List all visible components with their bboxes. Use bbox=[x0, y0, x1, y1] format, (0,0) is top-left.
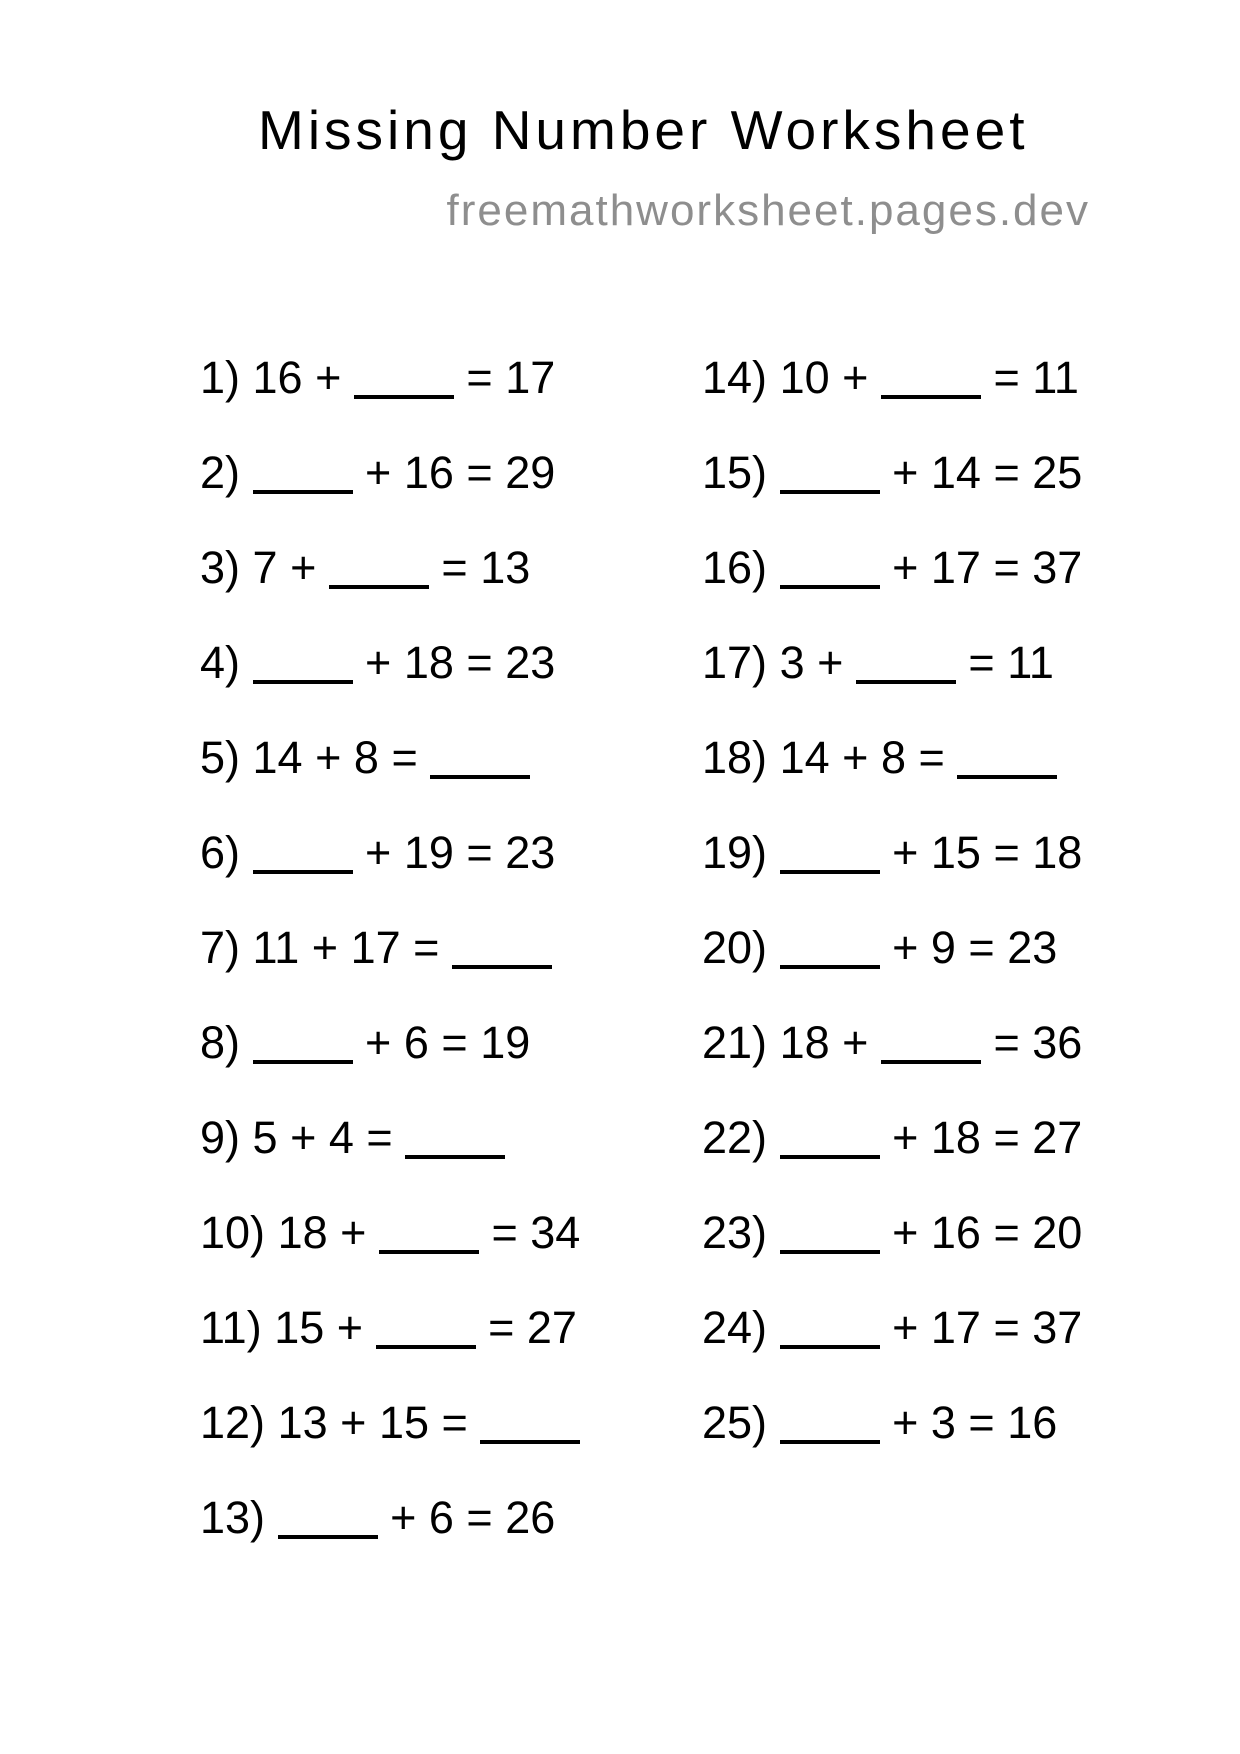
answer-blank bbox=[354, 395, 454, 399]
answer-blank bbox=[253, 1060, 353, 1064]
operator: = bbox=[968, 922, 995, 973]
operator: = bbox=[918, 732, 945, 783]
problem-number: 10) bbox=[200, 1207, 266, 1258]
operator: = bbox=[993, 1017, 1020, 1068]
operator: + bbox=[892, 1207, 919, 1258]
operand: 29 bbox=[505, 447, 556, 498]
operator: + bbox=[892, 922, 919, 973]
answer-blank bbox=[329, 585, 429, 589]
operand: 34 bbox=[530, 1207, 581, 1258]
problem-row bbox=[200, 330, 580, 425]
operator: = bbox=[968, 637, 995, 688]
problem-row bbox=[200, 425, 580, 520]
operator: = bbox=[491, 1207, 518, 1258]
answer-blank bbox=[780, 965, 880, 969]
operand: 14 bbox=[930, 447, 981, 498]
problem-number: 23) bbox=[702, 1207, 768, 1258]
problem-row bbox=[200, 615, 580, 710]
problem-row bbox=[702, 615, 1082, 710]
answer-blank bbox=[253, 680, 353, 684]
operand: 18 bbox=[403, 637, 454, 688]
operand: 16 bbox=[252, 352, 303, 403]
operator: + bbox=[340, 1397, 367, 1448]
answer-blank bbox=[780, 1345, 880, 1349]
answer-blank bbox=[480, 1440, 580, 1444]
operator: = bbox=[993, 827, 1020, 878]
operand: 37 bbox=[1032, 542, 1083, 593]
problem-number: 5) bbox=[200, 732, 241, 783]
problem-number: 11) bbox=[200, 1302, 262, 1353]
operand: 11 bbox=[252, 922, 300, 973]
problem-number: 6) bbox=[200, 827, 241, 878]
operand: 6 bbox=[403, 1017, 429, 1068]
operator: + bbox=[842, 732, 869, 783]
problem-row bbox=[200, 1470, 580, 1565]
operand: 18 bbox=[779, 1017, 830, 1068]
operator: = bbox=[993, 542, 1020, 593]
operator: = bbox=[413, 922, 440, 973]
problem-row bbox=[702, 1185, 1082, 1280]
operator: = bbox=[441, 1397, 468, 1448]
operand: 23 bbox=[1007, 922, 1058, 973]
answer-blank bbox=[780, 870, 880, 874]
problem-row bbox=[702, 1090, 1082, 1185]
operator: + bbox=[365, 637, 392, 688]
problem-row bbox=[702, 520, 1082, 615]
problem-number: 19) bbox=[702, 827, 768, 878]
operator: + bbox=[340, 1207, 367, 1258]
operator: = bbox=[466, 352, 493, 403]
problem-number: 13) bbox=[200, 1492, 266, 1543]
operand: 23 bbox=[505, 637, 556, 688]
operand: 8 bbox=[353, 732, 379, 783]
operand: 15 bbox=[274, 1302, 325, 1353]
problem-number: 3) bbox=[200, 542, 241, 593]
operand: 27 bbox=[1032, 1112, 1083, 1163]
problem-row bbox=[702, 425, 1082, 520]
operand: 19 bbox=[480, 1017, 531, 1068]
operator: + bbox=[817, 637, 844, 688]
operator: = bbox=[993, 1207, 1020, 1258]
problem-number: 14) bbox=[702, 352, 768, 403]
answer-blank bbox=[405, 1155, 505, 1159]
answer-blank bbox=[881, 395, 981, 399]
operator: + bbox=[892, 1112, 919, 1163]
operand: 14 bbox=[252, 732, 303, 783]
operand: 20 bbox=[1032, 1207, 1083, 1258]
problem-row bbox=[702, 1280, 1082, 1375]
operator: + bbox=[892, 1302, 919, 1353]
problem-number: 9) bbox=[200, 1112, 241, 1163]
operator: + bbox=[290, 1112, 317, 1163]
operand: 16 bbox=[930, 1207, 981, 1258]
answer-blank bbox=[780, 490, 880, 494]
problem-row bbox=[200, 1185, 580, 1280]
operand: 13 bbox=[277, 1397, 328, 1448]
operator: + bbox=[842, 352, 869, 403]
answer-blank bbox=[253, 490, 353, 494]
problem-row bbox=[200, 1375, 580, 1470]
answer-blank bbox=[430, 775, 530, 779]
answer-blank bbox=[376, 1345, 476, 1349]
answer-blank bbox=[379, 1250, 479, 1254]
problem-row bbox=[200, 520, 580, 615]
answer-blank bbox=[856, 680, 956, 684]
problem-row bbox=[200, 1090, 580, 1185]
problem-number: 12) bbox=[200, 1397, 266, 1448]
operator: + bbox=[892, 827, 919, 878]
operand: 11 bbox=[1007, 637, 1054, 688]
answer-blank bbox=[253, 870, 353, 874]
answer-blank bbox=[780, 1250, 880, 1254]
operator: = bbox=[466, 827, 493, 878]
problem-number: 16) bbox=[702, 542, 768, 593]
operand: 3 bbox=[930, 1397, 956, 1448]
operand: 4 bbox=[328, 1112, 354, 1163]
answer-blank bbox=[780, 1440, 880, 1444]
problem-number: 25) bbox=[702, 1397, 768, 1448]
operand: 26 bbox=[505, 1492, 556, 1543]
operand: 15 bbox=[378, 1397, 429, 1448]
operand: 17 bbox=[505, 352, 556, 403]
problem-number: 22) bbox=[702, 1112, 768, 1163]
operator: = bbox=[441, 1017, 468, 1068]
operator: + bbox=[315, 352, 342, 403]
problems-column-right bbox=[702, 330, 1082, 1470]
problem-number: 7) bbox=[200, 922, 241, 973]
page-title: Missing Number Worksheet bbox=[258, 99, 1029, 161]
answer-blank bbox=[278, 1535, 378, 1539]
problem-number: 8) bbox=[200, 1017, 241, 1068]
operand: 11 bbox=[1032, 352, 1079, 403]
operand: 3 bbox=[779, 637, 805, 688]
operand: 7 bbox=[252, 542, 278, 593]
operator: = bbox=[993, 1302, 1020, 1353]
operator: + bbox=[365, 447, 392, 498]
problem-row bbox=[702, 330, 1082, 425]
problem-number: 4) bbox=[200, 637, 241, 688]
operator: + bbox=[892, 447, 919, 498]
problem-number: 17) bbox=[702, 637, 768, 688]
problem-number: 15) bbox=[702, 447, 768, 498]
problem-row bbox=[200, 1280, 580, 1375]
operand: 17 bbox=[930, 542, 981, 593]
operator: = bbox=[466, 1492, 493, 1543]
problem-row bbox=[702, 1375, 1082, 1470]
operand: 16 bbox=[403, 447, 454, 498]
operator: + bbox=[365, 827, 392, 878]
operand: 23 bbox=[505, 827, 556, 878]
problem-number: 1) bbox=[200, 352, 241, 403]
problems-column-left bbox=[200, 330, 580, 1565]
operand: 9 bbox=[930, 922, 956, 973]
problem-row bbox=[702, 710, 1082, 805]
operator: + bbox=[892, 542, 919, 593]
operator: + bbox=[390, 1492, 417, 1543]
operand: 15 bbox=[930, 827, 981, 878]
problem-row bbox=[702, 900, 1082, 995]
operand: 18 bbox=[277, 1207, 328, 1258]
answer-blank bbox=[881, 1060, 981, 1064]
operator: + bbox=[842, 1017, 869, 1068]
operand: 13 bbox=[480, 542, 531, 593]
operator: = bbox=[993, 1112, 1020, 1163]
operand: 10 bbox=[779, 352, 830, 403]
operand: 37 bbox=[1032, 1302, 1083, 1353]
operand: 27 bbox=[526, 1302, 577, 1353]
operator: = bbox=[993, 447, 1020, 498]
operator: = bbox=[993, 352, 1020, 403]
operator: = bbox=[441, 542, 468, 593]
operand: 17 bbox=[350, 922, 401, 973]
answer-blank bbox=[780, 1155, 880, 1159]
operand: 19 bbox=[403, 827, 454, 878]
operand: 5 bbox=[252, 1112, 278, 1163]
operand: 25 bbox=[1032, 447, 1083, 498]
problem-number: 24) bbox=[702, 1302, 768, 1353]
problem-row bbox=[200, 805, 580, 900]
operand: 18 bbox=[930, 1112, 981, 1163]
operator: + bbox=[365, 1017, 392, 1068]
operator: = bbox=[366, 1112, 393, 1163]
problem-number: 18) bbox=[702, 732, 768, 783]
operator: = bbox=[466, 637, 493, 688]
operand: 36 bbox=[1032, 1017, 1083, 1068]
operator: = bbox=[488, 1302, 515, 1353]
operand: 17 bbox=[930, 1302, 981, 1353]
problem-number: 21) bbox=[702, 1017, 768, 1068]
problem-row bbox=[702, 995, 1082, 1090]
answer-blank bbox=[452, 965, 552, 969]
problem-number: 20) bbox=[702, 922, 768, 973]
operator: = bbox=[391, 732, 418, 783]
problem-row bbox=[200, 900, 580, 995]
operand: 16 bbox=[1007, 1397, 1058, 1448]
problem-row bbox=[702, 805, 1082, 900]
operand: 8 bbox=[880, 732, 906, 783]
operator: + bbox=[892, 1397, 919, 1448]
site-url: freemathworksheet.pages.dev bbox=[446, 186, 1090, 235]
operand: 6 bbox=[428, 1492, 454, 1543]
answer-blank bbox=[780, 585, 880, 589]
operator: + bbox=[336, 1302, 364, 1353]
answer-blank bbox=[957, 775, 1057, 779]
problem-row bbox=[200, 995, 580, 1090]
operator: + bbox=[290, 542, 317, 593]
operator: + bbox=[315, 732, 342, 783]
problem-row bbox=[200, 710, 580, 805]
problem-number: 2) bbox=[200, 447, 241, 498]
operator: = bbox=[466, 447, 493, 498]
operand: 14 bbox=[779, 732, 830, 783]
operator: = bbox=[968, 1397, 995, 1448]
operator: + bbox=[311, 922, 339, 973]
operand: 18 bbox=[1032, 827, 1083, 878]
